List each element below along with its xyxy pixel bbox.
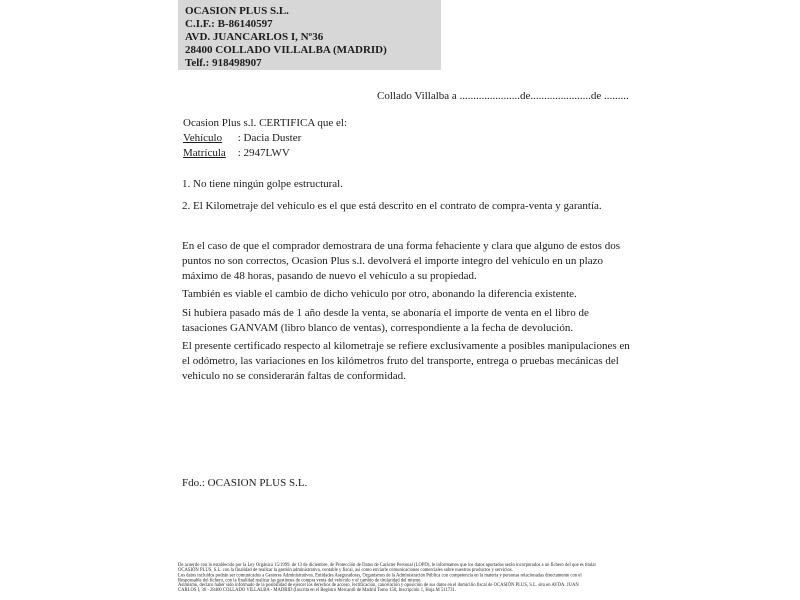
company-address: AVD. JUANCARLOS I, Nº36 <box>185 31 324 43</box>
plate-label: Matrícula <box>183 147 226 159</box>
point-2: 2. El Kilometraje del vehículo es el que está descrito en el contrato de compra-venta y garantía. <box>182 200 602 212</box>
vehicle-label: Vehículo <box>183 132 223 144</box>
company-phone: Telf.: 918498907 <box>185 57 262 69</box>
legal-line-3: Los datos incluidos podrán ser comunicados a Gestores Administrativos, Entidades Aseguradoras, Organismos de la Administración Pública con competencia en la materia y personas relacionadas directamente con el <box>178 571 582 578</box>
point-1: 1. No tiene ningún golpe estructural. <box>182 178 343 190</box>
paragraph-odometer: El presente certificado respecto al kilometraje se refiere exclusivamente a posibles manipulaciones en el odómetro, las variaciones en los kilómetros fruto del transporte, entrega o pruebas mecánicas del vehiculo no se considerarán faltas de conformidad. <box>182 340 630 382</box>
company-city: 28400 COLLADO VILLALBA (MADRID) <box>185 44 387 56</box>
legal-line-1: De acuerdo con lo establecido por la Ley Orgánica 15/1999, de 13 de diciembre, de Protección de Datos de Carácter Personal (LOPD), le informamos que los datos aportados serán incorporados a un fichero del que es titular <box>178 562 597 567</box>
legal-line-4: Responsable del fichero, con la finalidad realizar las gestiones de compra venta del vehículo y el cambio de titularidad del mismo. <box>178 576 422 583</box>
date-line: Collado Villalba a ......................de......................de ......... <box>377 90 629 102</box>
certify-intro: Ocasion Plus s.l. CERTIFICA que el: <box>183 117 348 129</box>
legal-footer <box>178 562 630 598</box>
vehicle-row <box>183 131 347 146</box>
paragraph-ganvam: Si hubiera pasado más de 1 año desde la venta, se abonaría el importe de venta en el libro de tasaciones GANVAM (libro blanco de ventas), correspondiente a la fecha de devolución. <box>182 307 589 334</box>
paragraph-exchange: También es viable el cambio de dicho vehiculo por otro, abonando la diferencia existente. <box>182 288 577 300</box>
paragraph-refund: En el caso de que el comprador demostrara de una forma fehaciente y clara que alguno de estos dos puntos no son correctos, Ocasion Plus s.l. devolverá el importe integro del vehículo en un plazo máximo de 48 horas, pasando de nuevo el vehículo a su propiedad. <box>182 240 620 282</box>
company-name: OCASION PLUS S.L. <box>185 5 289 17</box>
company-cif: C.I.F.: B-86140597 <box>185 18 273 30</box>
legal-line-6: CARLOS I, 36 - 28400 COLLADO VILLALBA - MADRID (Inscrita en el Registro Mercantil de Madrid Tomo 150, Inscripción 1, Hoja M 511731. <box>178 587 456 593</box>
vehicle-value: : Dacia Duster <box>237 132 302 144</box>
legal-line-2: OCASIÓN PLUS, S.L. con la finalidad de realizar la gestión administrativa, contable y fiscal, así como enviarle comunicaciones comerciales sobre nuestros productos y servicios. <box>178 566 513 573</box>
certify-block <box>183 116 347 161</box>
plate-value: : 2947LWV <box>237 147 290 159</box>
company-header-box <box>178 0 441 70</box>
plate-row <box>183 146 347 161</box>
legal-line-5: Asimismo, declaro haber sido informado de la posibilidad de ejercer los derechos de acceso, rectificación, cancelación y oposición de sus datos en el domicilio fiscal de OCASIÓN PLUS, S.L. sito en AVDA. JUAN <box>178 581 579 588</box>
legal-footer-text <box>178 562 629 593</box>
signature-line: Fdo.: OCASION PLUS S.L. <box>182 477 308 489</box>
